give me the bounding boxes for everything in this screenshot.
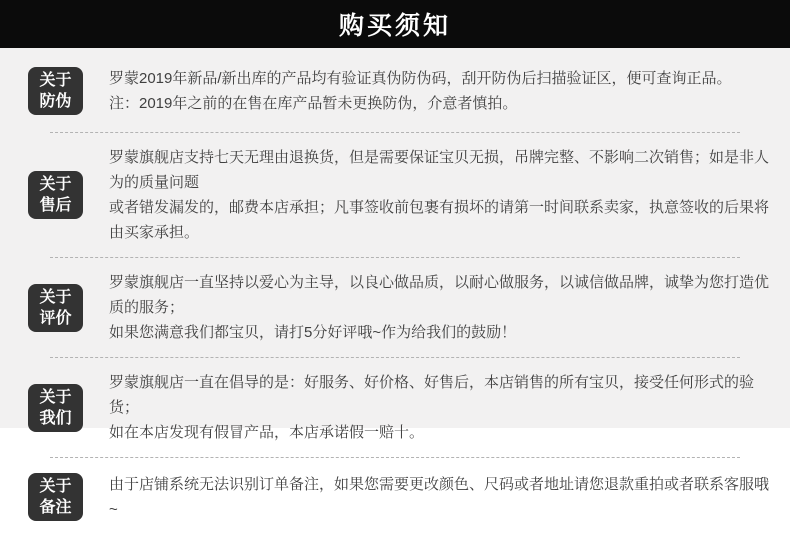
section-badge-after-sales <box>28 171 83 219</box>
badge-label-line1: 关于 <box>39 72 72 89</box>
section-anti-counterfeit <box>0 48 790 132</box>
notice-header <box>0 0 790 48</box>
badge-label-line2: 评价 <box>39 309 72 327</box>
section-text-line: 或者错发漏发的，邮费本店承担；凡事签收前包裹有损坏的请第一时间联系卖家，执意签收的后果将由买家承担。 <box>109 199 770 241</box>
section-text-line: 注：2019年之前的在售在库产品暂未更换防伪，介意者慎拍。 <box>109 95 518 112</box>
section-badge-anti-counterfeit <box>28 67 83 115</box>
section-text-line: 如在本店发现有假冒产品，本店承诺假一赔十。 <box>109 424 425 441</box>
section-badge-about-us <box>28 384 83 432</box>
section-after-sales <box>0 133 790 257</box>
badge-label-line1: 关于 <box>39 388 72 406</box>
section-order-notes <box>0 458 790 536</box>
badge-label-line2: 我们 <box>39 409 72 427</box>
section-text <box>109 370 770 445</box>
section-text <box>109 472 770 522</box>
section-text <box>109 270 770 345</box>
section-reviews <box>0 258 790 357</box>
section-text-line: 如果您满意我们都宝贝，请打5分好评哦~作为给我们的鼓励！ <box>109 324 517 341</box>
section-badge-reviews <box>28 284 83 332</box>
section-about-us <box>0 358 790 457</box>
section-text <box>109 66 732 116</box>
badge-label-line2: 备注 <box>39 499 72 516</box>
section-text-line: 罗蒙旗舰店支持七天无理由退换货，但是需要保证宝贝无损，吊牌完整、不影响二次销售；如是非人为的质量问题 <box>109 149 770 191</box>
badge-label-line2: 防伪 <box>39 93 72 110</box>
badge-label-line1: 关于 <box>39 176 72 193</box>
section-text-line: 由于店铺系统无法识别订单备注，如果您需要更改颜色、尺码或者地址请您退款重拍或者联系客服哦~ <box>109 476 770 518</box>
section-text-line: 罗蒙旗舰店一直坚持以爱心为主导，以良心做品质，以耐心做服务，以诚信做品牌，诚挚为您打造优质的服务； <box>109 274 770 316</box>
badge-label-line2: 售后 <box>39 197 72 214</box>
badge-label-line1: 关于 <box>39 288 72 306</box>
badge-label-line1: 关于 <box>39 478 72 495</box>
page-title: 购买须知 <box>338 12 451 40</box>
section-text-line: 罗蒙2019年新品/新出库的产品均有验证真伪防伪码，刮开防伪后扫描验证区，便可查询正品。 <box>109 70 732 87</box>
section-badge-order-notes <box>28 473 83 521</box>
section-text <box>109 145 770 245</box>
section-text-line: 罗蒙旗舰店一直在倡导的是：好服务、好价格、好售后，本店销售的所有宝贝，接受任何形式的验货； <box>109 374 755 416</box>
